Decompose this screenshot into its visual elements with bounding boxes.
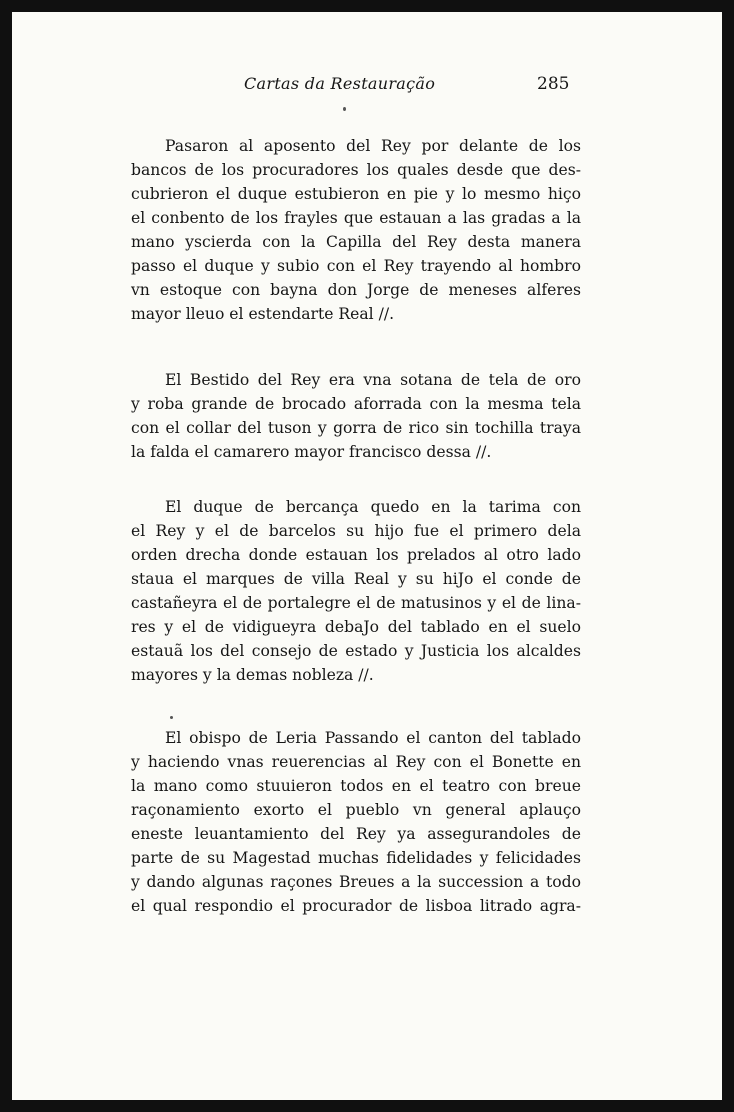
text-line: castañeyra el de portalegre el de matusinos y el de lina- [131, 594, 581, 612]
text-line: res y el de vidigueyra debaJo del tablado en el suelo [131, 618, 581, 636]
paragraph-1 [131, 134, 581, 326]
page-number: 285 [537, 74, 570, 94]
text-line: el qual respondio el procurador de lisboa litrado agra- [131, 897, 581, 915]
text-line: Pasaron al aposento del Rey por delante de los [165, 137, 581, 155]
text-line: raçonamiento exorto el pueblo vn general aplauço [131, 801, 581, 819]
text-line: parte de su Magestad muchas fidelidades y felicidades [131, 849, 581, 867]
text-line: y haciendo vnas reuerencias al Rey con el Bonette en [131, 753, 581, 771]
text-line: mayores y la demas nobleza //. [131, 666, 374, 684]
text-line: estauã los del consejo de estado y Justicia los alcaldes [131, 642, 581, 660]
text-line: mano yscierda con la Capilla del Rey desta manera [131, 233, 581, 251]
text-line: el Rey y el de barcelos su hijo fue el primero dela [131, 522, 581, 540]
text-line: cubrieron el duque estubieron en pie y lo mesmo hiço [131, 185, 581, 203]
text-line: El Bestido del Rey era vna sotana de tela de oro [165, 371, 581, 389]
text-line: eneste leuantamiento del Rey ya assegurandoles de [131, 825, 581, 843]
text-line: con el collar del tuson y gorra de rico sin tochilla traya [131, 419, 581, 437]
paragraph-4 [131, 726, 581, 918]
text-line: passo el duque y subio con el Rey trayendo al hombro [131, 257, 581, 275]
text-line: El obispo de Leria Passando el canton del tablado [165, 729, 581, 747]
running-head [12, 74, 722, 98]
text-line: vn estoque con bayna don Jorge de meneses alferes [131, 281, 581, 299]
book-page [12, 12, 722, 1100]
text-line: mayor lleuo el estendarte Real //. [131, 305, 395, 323]
text-line: la falda el camarero mayor francisco dessa //. [131, 443, 492, 461]
text-line: staua el marques de villa Real y su hiJo el conde de [131, 570, 581, 588]
paragraph-3 [131, 495, 581, 687]
running-title: Cartas da Restauração [244, 74, 436, 93]
ink-speck [170, 716, 173, 719]
text-line: y dando algunas raçones Breues a la succession a todo [131, 873, 581, 891]
text-line: bancos de los procuradores los quales desde que des- [131, 161, 581, 179]
ink-speck [343, 107, 346, 111]
text-line: El duque de bercança quedo en la tarima con [165, 498, 581, 516]
text-line: la mano como stuuieron todos en el teatro con breue [131, 777, 581, 795]
paragraph-2 [131, 368, 581, 464]
text-line: y roba grande de brocado aforrada con la mesma tela [131, 395, 581, 413]
text-line: orden drecha donde estauan los prelados al otro lado [131, 546, 581, 564]
text-line: el conbento de los frayles que estauan a las gradas a la [131, 209, 581, 227]
